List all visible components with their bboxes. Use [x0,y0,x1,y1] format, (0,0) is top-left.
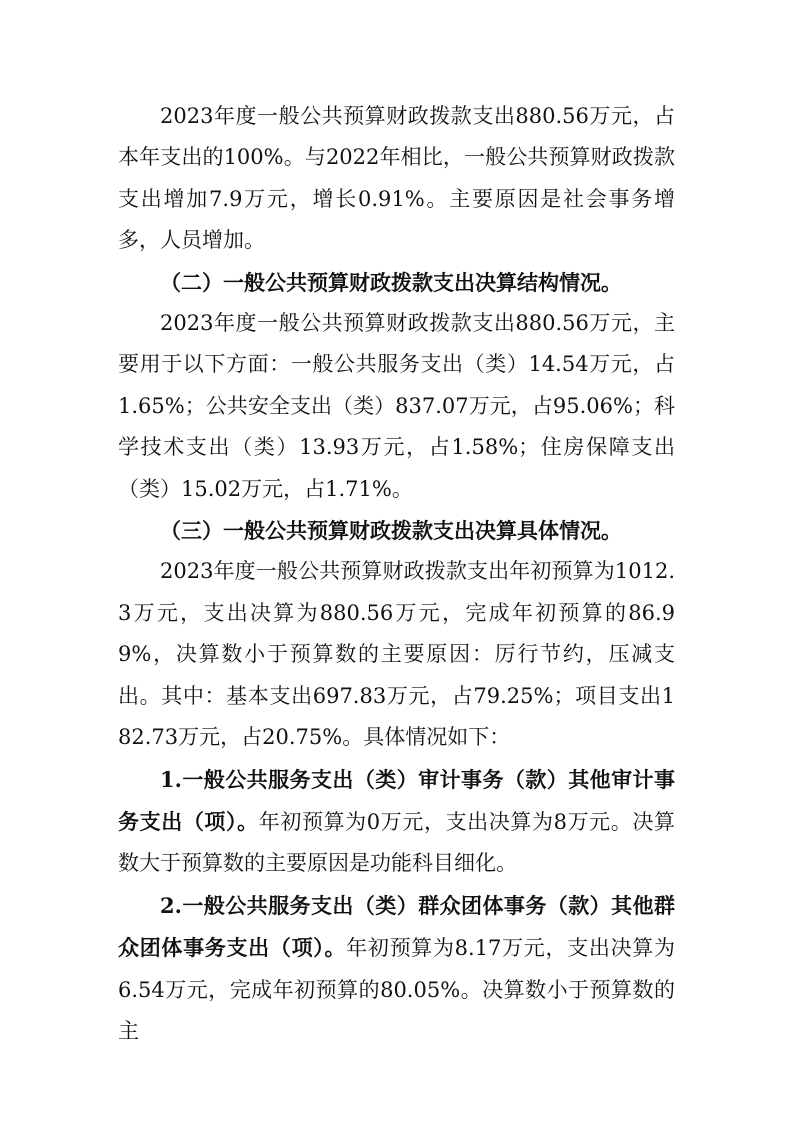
paragraph-expenditure-details [118,551,675,758]
item-mass-organization-affairs [118,885,675,1053]
section-heading-structure [118,262,675,303]
item-lead: 2.一般公共服务支出（类）群众团体事务（款）其他群众团体事务支出（项）。 [118,892,675,961]
heading-text: （三）一般公共预算财政拨款支出决算具体情况。 [160,518,622,544]
paragraph-expenditure-total [118,96,675,262]
item-text: 年初预算为0万元，支出决算为8万元。决算数大于预算数的主要原因是功能科目细化。 [118,809,675,876]
paragraph-expenditure-structure [118,303,675,510]
item-text: 年初预算为8.17万元，支出决算为6.54万元，完成年初预算的80.05%。决算数小于预算数的主 [118,936,675,1043]
paragraph-text: 2023年度一般公共预算财政拨款支出年初预算为1012.3万元，支出决算为880.56万元，完成年初预算的86.99%，决算数小于预算数的主要原因：厉行节约，压减支出。其中：基本支出697.83万元，占79.25%；项目支出182.73万元，占20.75%。具体情况如下： [118,559,675,750]
item-audit-affairs [118,759,675,885]
item-lead: 1.一般公共服务支出（类）审计事务（款）其他审计事务支出（项）。 [118,766,675,834]
paragraph-text: 2023年度一般公共预算财政拨款支出880.56万元，主要用于以下方面：一般公共服务支出（类）14.54万元，占1.65%；公共安全支出（类）837.07万元，占95.06%；科学技术支出（类）13.93万元，占1.58%；住房保障支出（类）15.02万元，占1.71%。 [118,311,675,501]
paragraph-text: 2023年度一般公共预算财政拨款支出880.56万元，占本年支出的100%。与2022年相比，一般公共预算财政拨款支出增加7.9万元，增长0.91%。主要原因是社会事务增多，人员增加。 [118,104,675,253]
heading-text: （二）一般公共预算财政拨款支出决算结构情况。 [160,269,622,295]
section-heading-details [118,510,675,551]
